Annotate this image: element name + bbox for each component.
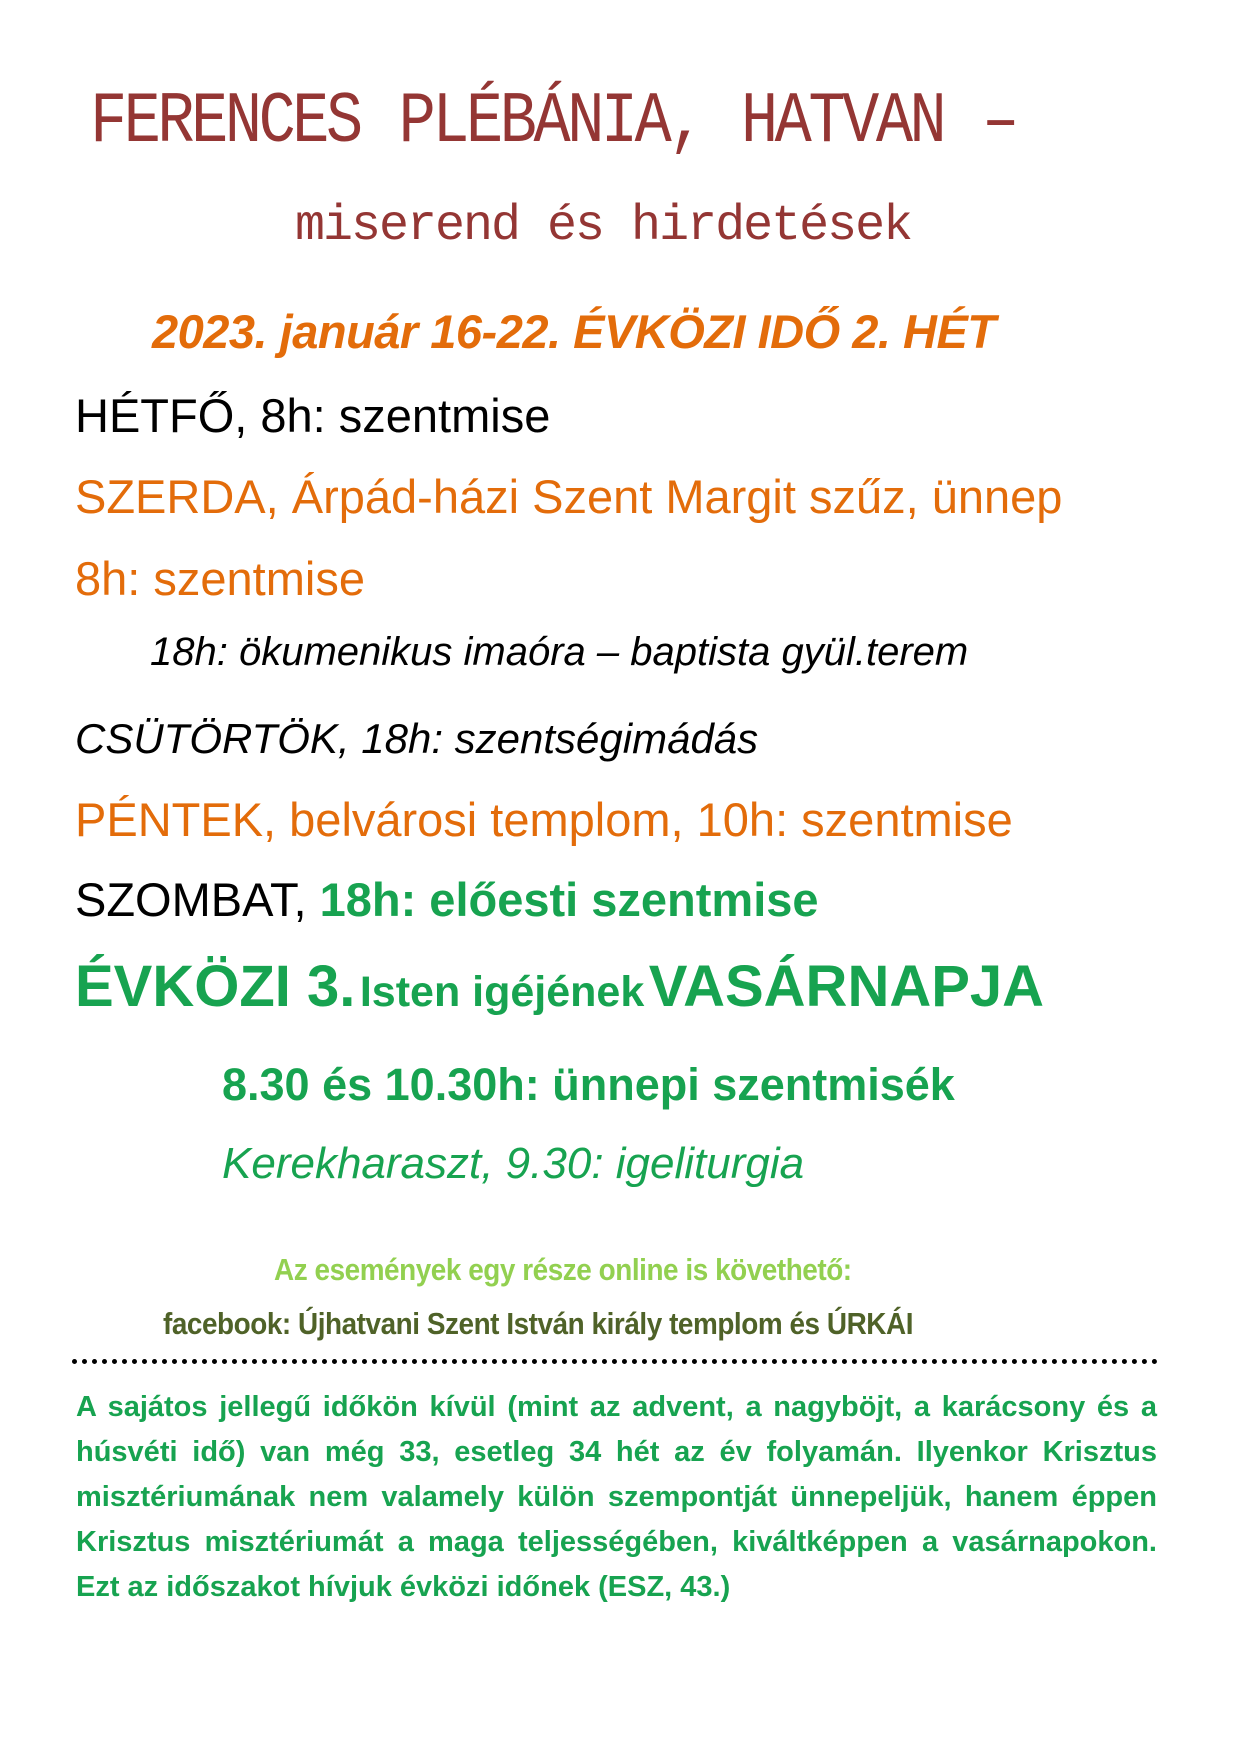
schedule-wednesday: SZERDA, Árpád-házi Szent Margit szűz, ünnep xyxy=(75,470,1063,523)
sunday-masses: 8.30 és 10.30h: ünnepi szentmisék xyxy=(222,1059,955,1110)
week-heading: 2023. január 16-22. ÉVKÖZI IDŐ 2. HÉT xyxy=(152,305,996,358)
online-note: Az események egy része online is követhető: xyxy=(274,1252,852,1287)
ordinary-time-description: A sajátos jellegű időkön kívül (mint az advent, a nagyböjt, a karácsony és a húsvéti idő) van még 33, esetleg 34 hét az év folyamán. Ilyenkor Krisztus misztériumának nem valamely külön szempontját ünnepeljük, hanem éppen Krisztus misztériumát a maga teljességében, kiváltképpen a vasárnapokon. Ezt az időszakot hívjuk évközi időnek (ESZ, 43.) xyxy=(76,1391,1157,1603)
page-subtitle: miserend és hirdetések xyxy=(295,198,912,255)
sunday-heading-part2: Isten igéjének xyxy=(359,968,645,1016)
saturday-mass-label: 18h: előesti szentmise xyxy=(319,873,819,926)
page-title: FERENCES PLÉBÁNIA, HATVAN – xyxy=(90,81,1016,163)
sunday-heading xyxy=(75,954,1045,1019)
saturday-day-label: SZOMBAT, xyxy=(75,873,307,926)
schedule-monday: HÉTFŐ, 8h: szentmise xyxy=(75,389,551,442)
kerekharaszt-liturgy: Kerekharaszt, 9.30: igeliturgia xyxy=(222,1139,805,1188)
schedule-wednesday-ecumenical: 18h: ökumenikus imaóra – baptista gyül.terem xyxy=(150,630,969,674)
facebook-note: facebook: Újhatvani Szent István király templom és ÚRKÁI xyxy=(163,1306,914,1341)
schedule-wednesday-mass: 8h: szentmise xyxy=(75,552,365,605)
sunday-heading-part3: VASÁRNAPJA xyxy=(648,954,1045,1019)
schedule-friday: PÉNTEK, belvárosi templom, 10h: szentmise xyxy=(75,793,1013,846)
schedule-saturday xyxy=(75,873,819,926)
sunday-heading-part1: ÉVKÖZI 3. xyxy=(75,954,356,1019)
dotted-divider xyxy=(72,1359,1158,1364)
schedule-thursday: CSÜTÖRTÖK, 18h: szentségimádás xyxy=(75,715,759,762)
